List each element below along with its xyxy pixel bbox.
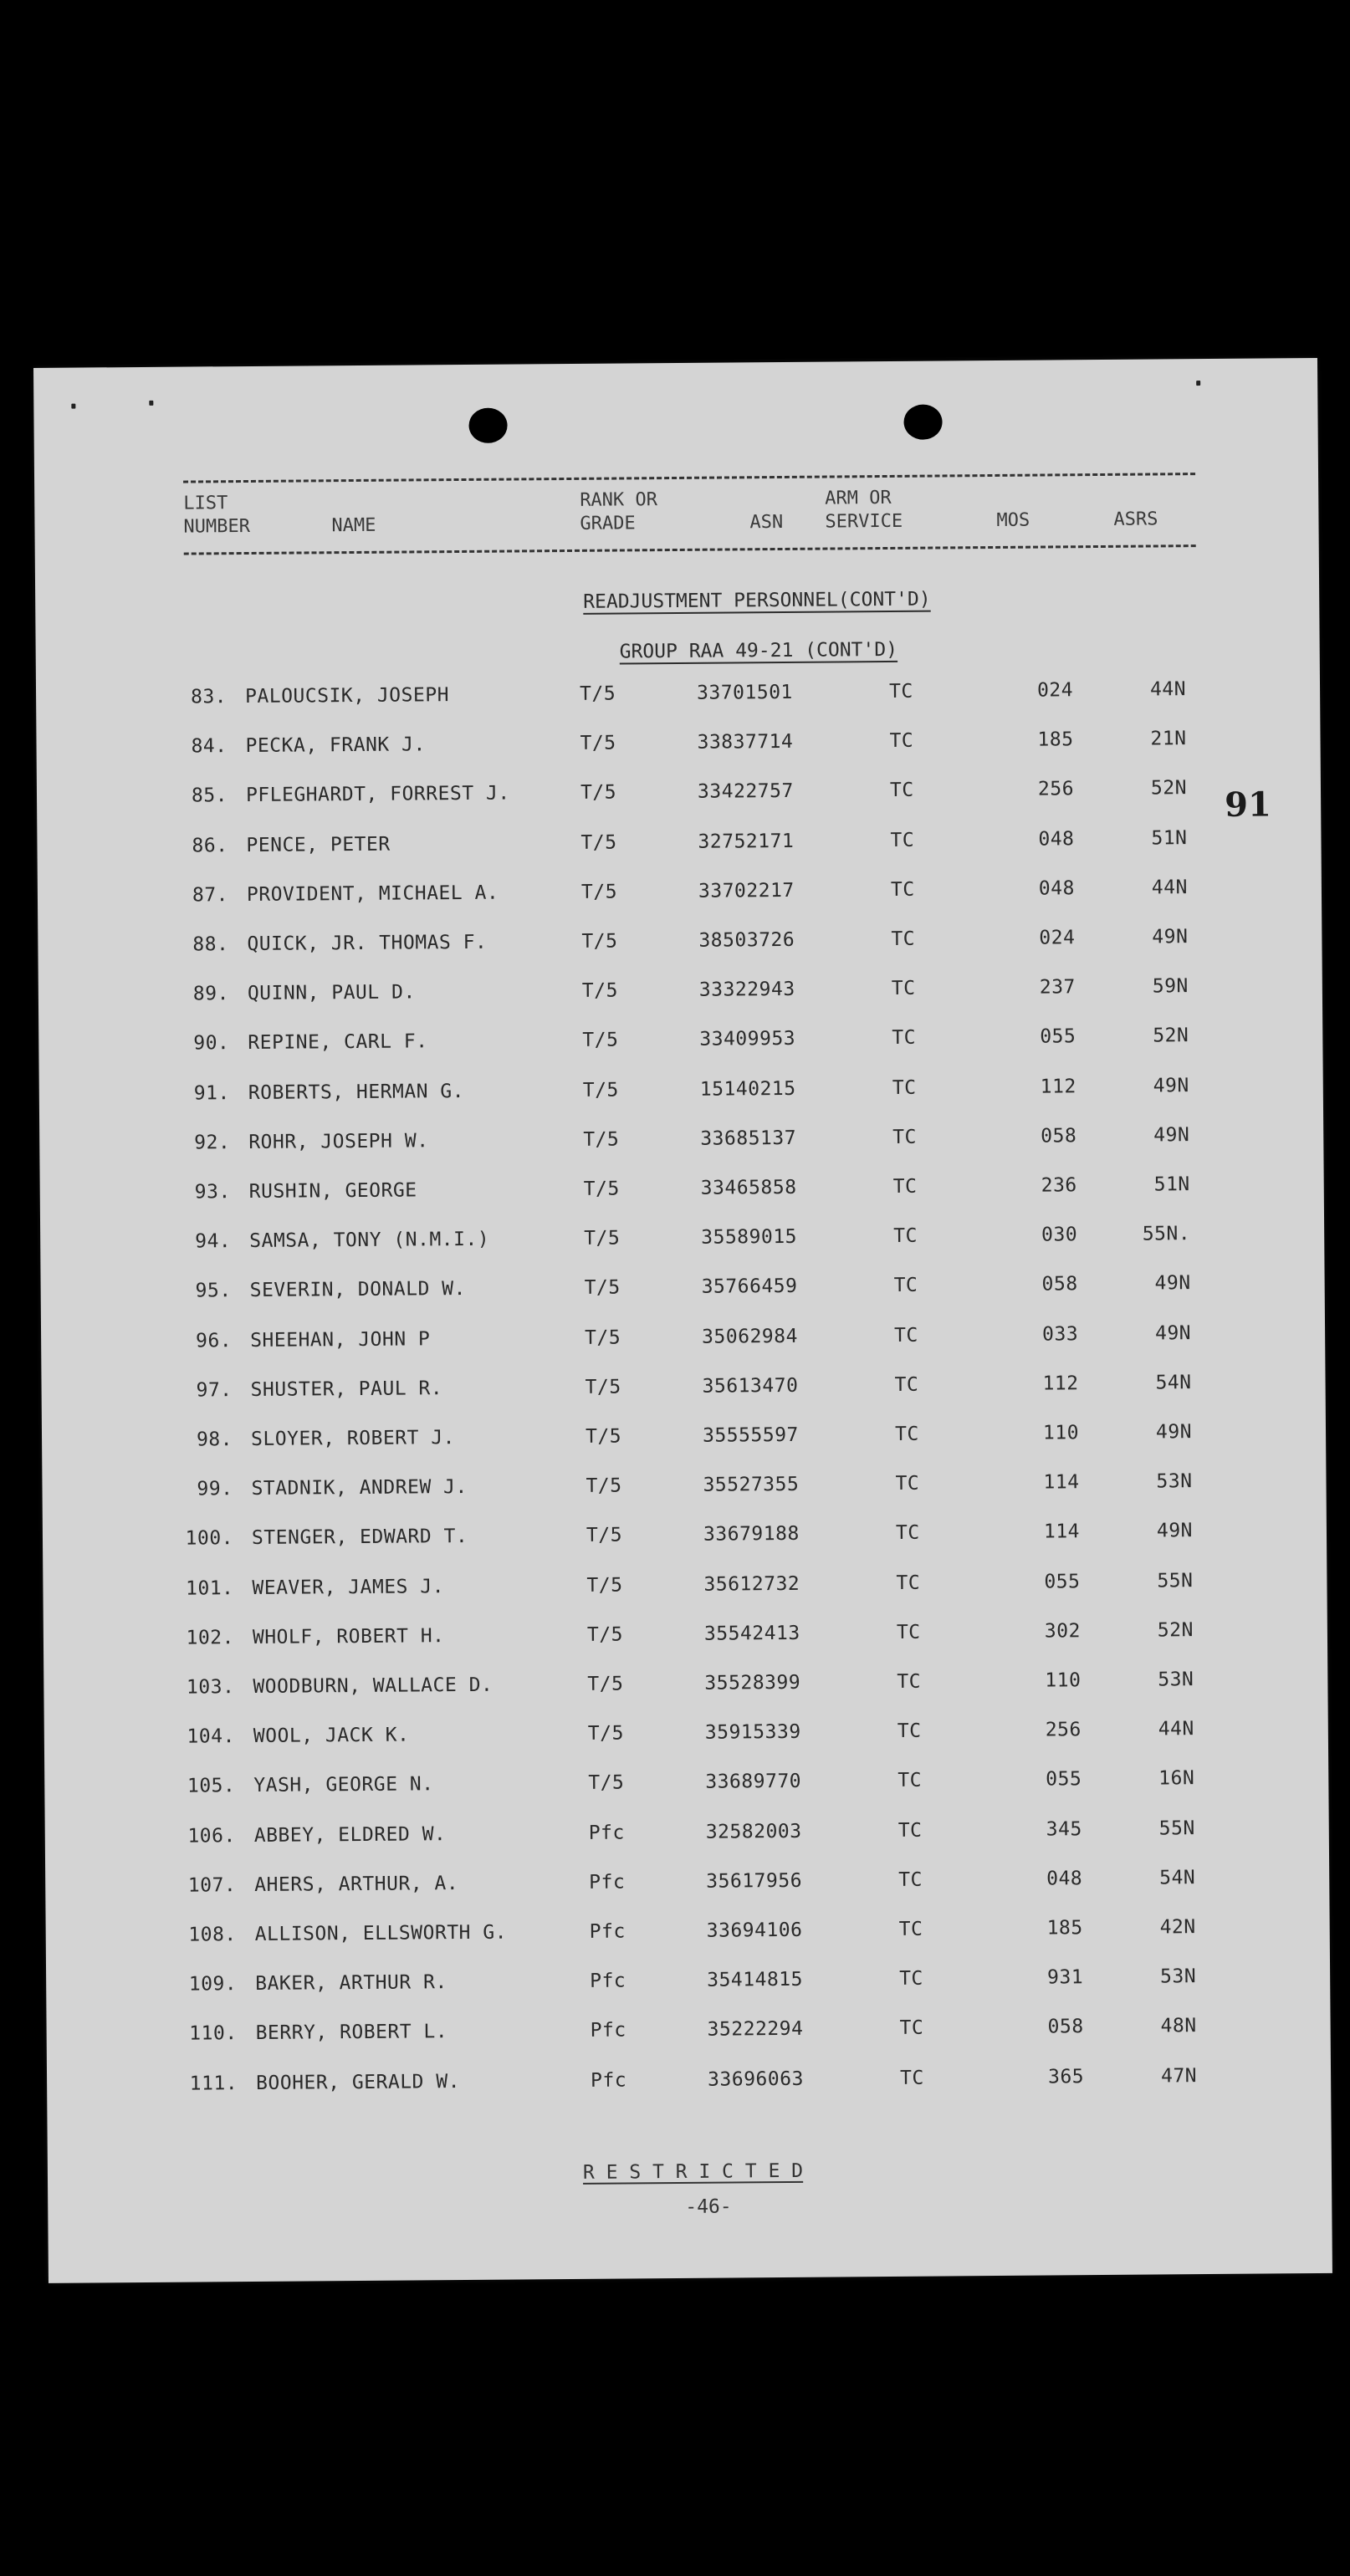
arm-service: TC xyxy=(892,1126,918,1148)
mos-code: 030 xyxy=(1041,1224,1078,1246)
speck-mark xyxy=(1196,381,1200,386)
person-name: QUICK, JR. THOMAS F. xyxy=(247,931,488,956)
arm-service: TC xyxy=(892,1076,917,1099)
asn-number: 38503726 xyxy=(698,928,795,952)
rank-grade: T/5 xyxy=(580,881,618,903)
table-row xyxy=(36,677,1320,713)
asrs-score: 49N xyxy=(1155,1421,1193,1444)
mos-code: 112 xyxy=(1042,1372,1079,1395)
asn-number: 35589015 xyxy=(701,1226,798,1249)
asrs-score: 54N xyxy=(1155,1371,1192,1394)
arm-service: TC xyxy=(889,729,914,753)
speck-mark xyxy=(149,401,153,406)
mos-code: 058 xyxy=(1047,2016,1084,2038)
list-number: 93. xyxy=(194,1181,231,1204)
asn-number: 35222294 xyxy=(707,2018,804,2042)
asn-number: 33422757 xyxy=(697,780,794,804)
arm-service: TC xyxy=(891,928,916,950)
table-row xyxy=(37,776,1321,811)
asn-number: 35542413 xyxy=(703,1622,800,1645)
rank-grade: T/5 xyxy=(582,1079,619,1101)
asrs-score: 54N xyxy=(1159,1866,1196,1889)
asrs-score: 44N xyxy=(1149,678,1187,701)
asn-number: 35555597 xyxy=(702,1423,799,1447)
asrs-score: 49N xyxy=(1152,926,1189,948)
mos-code: 112 xyxy=(1040,1075,1076,1098)
table-row xyxy=(43,1668,1327,1703)
asrs-score: 49N xyxy=(1154,1272,1191,1295)
asrs-score: 49N xyxy=(1153,1123,1190,1147)
person-name: QUINN, PAUL D. xyxy=(247,981,416,1005)
rank-grade: T/5 xyxy=(580,732,616,755)
list-number: 83. xyxy=(190,686,228,708)
mos-code: 185 xyxy=(1046,1917,1083,1940)
rank-grade: T/5 xyxy=(584,1276,621,1300)
rank-grade: T/5 xyxy=(583,1128,620,1151)
table-row xyxy=(44,1766,1328,1802)
list-number: 92. xyxy=(194,1131,231,1154)
arm-service: TC xyxy=(896,1621,921,1643)
asrs-score: 49N xyxy=(1153,1074,1189,1097)
person-name: ROBERTS, HERMAN G. xyxy=(248,1080,465,1104)
asrs-score: 52N xyxy=(1150,777,1188,800)
arm-service: TC xyxy=(891,977,916,1000)
rank-grade: T/5 xyxy=(586,1524,623,1547)
mos-code: 048 xyxy=(1046,1868,1083,1890)
table-row xyxy=(40,1173,1324,1208)
asn-number: 33679188 xyxy=(703,1523,800,1546)
person-name: BERRY, ROBERT L. xyxy=(255,2021,448,2045)
rank-grade: Pfc xyxy=(590,2019,626,2042)
asrs-score: 53N xyxy=(1156,1470,1193,1493)
rank-grade: T/5 xyxy=(587,1722,624,1745)
speck-mark xyxy=(71,404,75,409)
mos-code: 185 xyxy=(1037,728,1074,751)
asrs-score: 55N xyxy=(1158,1817,1195,1840)
arm-service: TC xyxy=(898,1868,923,1891)
list-number: 87. xyxy=(192,883,229,907)
asn-number: 35612732 xyxy=(703,1572,800,1596)
mos-code: 110 xyxy=(1045,1669,1082,1692)
arm-service: TC xyxy=(897,1819,923,1842)
asrs-score: 53N xyxy=(1158,1669,1194,1691)
table-row xyxy=(38,974,1322,1009)
arm-service: TC xyxy=(899,2067,924,2089)
rank-grade: T/5 xyxy=(585,1425,622,1448)
header-mos: MOS xyxy=(996,509,1030,531)
arm-service: TC xyxy=(889,779,914,802)
rank-grade: Pfc xyxy=(589,1920,626,1943)
asn-number: 33837714 xyxy=(697,731,794,754)
table-row xyxy=(42,1371,1326,1406)
person-name: AHERS, ARTHUR, A. xyxy=(254,1872,459,1896)
asrs-score: 21N xyxy=(1150,728,1187,750)
asn-number: 33409953 xyxy=(699,1028,796,1051)
asrs-score: 52N xyxy=(1153,1025,1189,1047)
rank-grade: T/5 xyxy=(586,1574,623,1597)
arm-service: TC xyxy=(894,1373,919,1396)
rank-grade: Pfc xyxy=(590,1970,626,1993)
arm-service: TC xyxy=(899,1967,923,1991)
arm-service: TC xyxy=(893,1224,918,1248)
person-name: BOOHER, GERALD W. xyxy=(256,2070,461,2094)
mos-code: 058 xyxy=(1041,1273,1078,1296)
mos-code: 114 xyxy=(1043,1471,1080,1494)
arm-service: TC xyxy=(899,2017,924,2040)
person-name: WOODBURN, WALLACE D. xyxy=(253,1674,493,1698)
table-row xyxy=(37,826,1321,861)
mos-code: 033 xyxy=(1041,1322,1079,1346)
asn-number: 33685137 xyxy=(700,1127,797,1150)
asrs-score: 44N xyxy=(1151,876,1189,899)
person-name: BAKER, ARTHUR R. xyxy=(255,1971,447,1996)
rank-grade: T/5 xyxy=(581,930,618,953)
arm-service: TC xyxy=(890,878,915,901)
list-number: 84. xyxy=(191,735,228,758)
person-name: YASH, GEORGE N. xyxy=(253,1773,434,1797)
person-name: PENCE, PETER xyxy=(246,833,391,856)
arm-service: TC xyxy=(893,1275,918,1297)
person-name: WHOLF, ROBERT H. xyxy=(252,1624,445,1648)
header-top-rule xyxy=(183,473,1195,483)
asrs-score: 16N xyxy=(1158,1767,1195,1790)
asn-number: 35915339 xyxy=(704,1721,801,1744)
header-bottom-rule xyxy=(184,544,1196,555)
asn-number: 15140215 xyxy=(699,1077,796,1101)
table-row xyxy=(38,925,1322,960)
asn-number: 35414815 xyxy=(707,1969,804,1991)
rank-grade: T/5 xyxy=(588,1771,625,1795)
list-number: 103. xyxy=(186,1676,235,1699)
mos-code: 110 xyxy=(1042,1422,1080,1444)
table-row xyxy=(36,727,1320,762)
rank-grade: T/5 xyxy=(579,682,616,705)
asrs-score: 48N xyxy=(1160,2015,1197,2037)
list-number: 111. xyxy=(189,2072,238,2095)
asn-number: 33696063 xyxy=(707,2067,804,2091)
asrs-score: 59N xyxy=(1152,975,1189,998)
table-row xyxy=(46,1915,1330,1950)
header-name: NAME xyxy=(331,514,376,537)
asrs-score: 55N xyxy=(1157,1569,1194,1592)
asn-number: 35617956 xyxy=(706,1869,803,1893)
list-number: 95. xyxy=(195,1280,232,1302)
table-row xyxy=(41,1271,1325,1306)
asrs-score: 42N xyxy=(1159,1916,1196,1939)
person-name: SLOYER, ROBERT J. xyxy=(250,1427,456,1450)
asn-number: 33322943 xyxy=(698,979,795,1001)
person-name: SHEEHAN, JOHN P xyxy=(250,1327,431,1352)
mos-code: 256 xyxy=(1045,1719,1082,1741)
punch-hole-left xyxy=(468,408,507,443)
arm-service: TC xyxy=(895,1472,920,1495)
mos-code: 931 xyxy=(1047,1966,1084,1989)
rank-grade: T/5 xyxy=(586,1623,624,1646)
asn-number: 32582003 xyxy=(705,1820,802,1843)
list-number: 107. xyxy=(187,1873,237,1897)
person-name: PALOUCSIK, JOSEPH xyxy=(244,684,450,708)
header-asn: ASN xyxy=(749,511,784,534)
mos-code: 365 xyxy=(1047,2065,1085,2088)
arm-service: TC xyxy=(895,1522,920,1545)
margin-note: 91 xyxy=(1224,785,1272,825)
table-row xyxy=(43,1618,1327,1653)
table-row xyxy=(47,2063,1331,2098)
list-number: 101. xyxy=(185,1577,234,1600)
list-number: 98. xyxy=(196,1429,233,1451)
list-number: 85. xyxy=(191,785,228,807)
arm-service: TC xyxy=(888,680,913,703)
arm-service: TC xyxy=(897,1770,923,1792)
mos-code: 024 xyxy=(1039,927,1076,949)
mos-code: 048 xyxy=(1038,877,1076,900)
list-number: 99. xyxy=(197,1478,233,1500)
arm-service: TC xyxy=(894,1324,918,1347)
asn-number: 33701501 xyxy=(696,681,793,704)
asrs-score: 44N xyxy=(1158,1718,1194,1740)
list-number: 91. xyxy=(193,1081,230,1105)
person-name: PFLEGHARDT, FORREST J. xyxy=(245,782,510,807)
mos-code: 302 xyxy=(1044,1620,1082,1643)
asrs-score: 51N xyxy=(1151,826,1188,850)
list-number: 97. xyxy=(196,1378,233,1402)
asn-number: 32752171 xyxy=(698,830,795,853)
rank-grade: Pfc xyxy=(590,2069,627,2092)
asrs-score: 53N xyxy=(1160,1965,1197,1988)
asn-number: 35527355 xyxy=(703,1474,800,1496)
list-number: 108. xyxy=(188,1924,237,1946)
header-list-number: LIST NUMBER xyxy=(183,493,251,538)
table-row xyxy=(45,1866,1329,1901)
mos-code: 114 xyxy=(1043,1521,1081,1543)
asrs-score: 51N xyxy=(1153,1173,1190,1196)
asrs-score: 49N xyxy=(1154,1321,1192,1345)
mos-code: 055 xyxy=(1044,1570,1081,1593)
table-row xyxy=(42,1469,1326,1505)
person-name: RUSHIN, GEORGE xyxy=(248,1179,417,1204)
asrs-score: 47N xyxy=(1160,2064,1198,2088)
arm-service: TC xyxy=(894,1423,919,1445)
mos-code: 024 xyxy=(1036,679,1074,702)
rank-grade: T/5 xyxy=(581,979,619,1003)
person-name: ABBEY, ELDRED W. xyxy=(253,1822,447,1847)
rank-grade: Pfc xyxy=(588,1822,625,1844)
mos-code: 236 xyxy=(1041,1174,1077,1197)
list-number: 89. xyxy=(192,983,229,1005)
arm-service: TC xyxy=(892,1175,918,1198)
asn-number: 33702217 xyxy=(698,879,795,902)
person-name: SAMSA, TONY (N.M.I.) xyxy=(249,1228,490,1253)
asrs-score: 49N xyxy=(1156,1520,1194,1542)
person-name: PECKA, FRANK J. xyxy=(245,733,426,758)
table-row xyxy=(42,1420,1326,1455)
header-asrs: ASRS xyxy=(1113,509,1158,530)
person-name: REPINE, CARL F. xyxy=(248,1030,428,1055)
restricted-footer: R E S T R I C T E D xyxy=(582,2159,804,2184)
header-rank: RANK OR GRADE xyxy=(580,489,658,534)
table-row xyxy=(45,1816,1329,1851)
arm-service: TC xyxy=(897,1670,922,1693)
person-name: SEVERIN, DONALD W. xyxy=(249,1278,467,1302)
list-number: 109. xyxy=(188,1973,238,1996)
arm-service: TC xyxy=(897,1720,922,1743)
rank-grade: T/5 xyxy=(587,1673,624,1695)
arm-service: TC xyxy=(890,829,915,851)
list-number: 94. xyxy=(195,1230,232,1253)
list-number: 104. xyxy=(187,1725,235,1748)
rank-grade: T/5 xyxy=(583,1178,620,1200)
mos-code: 055 xyxy=(1040,1025,1076,1048)
asrs-score: 55N. xyxy=(1142,1223,1191,1245)
mos-code: 345 xyxy=(1046,1817,1082,1841)
page-number: -46- xyxy=(685,2195,732,2218)
asn-number: 35528399 xyxy=(704,1671,801,1694)
table-row xyxy=(38,876,1322,911)
table-row xyxy=(39,1074,1323,1109)
arm-service: TC xyxy=(898,1918,923,1940)
rank-grade: T/5 xyxy=(582,1029,619,1052)
list-number: 86. xyxy=(192,834,228,857)
section-title: READJUSTMENT PERSONNEL(CONT'D) xyxy=(583,588,931,613)
list-number: 105. xyxy=(187,1775,236,1797)
list-number: 106. xyxy=(187,1824,236,1848)
rank-grade: T/5 xyxy=(580,831,617,854)
list-number: 110. xyxy=(189,2022,238,2045)
table-row xyxy=(41,1321,1325,1357)
person-name: STADNIK, ANDREW J. xyxy=(251,1476,468,1500)
asn-number: 33689770 xyxy=(705,1771,802,1794)
list-number: 100. xyxy=(185,1527,234,1551)
rank-grade: Pfc xyxy=(589,1871,626,1894)
mos-code: 055 xyxy=(1046,1768,1082,1791)
person-name: STENGER, EDWARD T. xyxy=(251,1526,468,1550)
mos-code: 237 xyxy=(1039,976,1076,999)
rank-grade: T/5 xyxy=(586,1475,622,1498)
header-arm: ARM OR SERVICE xyxy=(825,487,903,533)
table-row xyxy=(38,1024,1322,1059)
punch-hole-right xyxy=(903,404,942,439)
arm-service: TC xyxy=(896,1572,921,1594)
rank-grade: T/5 xyxy=(584,1227,621,1250)
table-row xyxy=(46,1965,1330,2000)
asrs-score: 52N xyxy=(1157,1618,1194,1642)
list-number: 88. xyxy=(192,933,229,956)
asn-number: 35062984 xyxy=(702,1325,799,1348)
table-row xyxy=(47,2014,1331,2049)
table-row xyxy=(44,1717,1328,1752)
asn-number: 33694106 xyxy=(706,1919,803,1942)
rank-grade: T/5 xyxy=(585,1376,621,1398)
asn-number: 35766459 xyxy=(701,1275,798,1299)
mos-code: 058 xyxy=(1041,1125,1077,1147)
asn-number: 35613470 xyxy=(702,1374,799,1398)
person-name: WOOL, JACK K. xyxy=(253,1724,410,1748)
person-name: PROVIDENT, MICHAEL A. xyxy=(246,882,499,906)
list-number: 102. xyxy=(186,1626,235,1649)
table-row xyxy=(39,1123,1323,1158)
person-name: ALLISON, ELLSWORTH G. xyxy=(254,1921,508,1945)
arm-service: TC xyxy=(892,1027,917,1050)
table-row xyxy=(43,1568,1327,1603)
rank-grade: T/5 xyxy=(585,1326,621,1349)
person-name: WEAVER, JAMES J. xyxy=(252,1575,445,1599)
mos-code: 256 xyxy=(1037,778,1075,800)
list-number: 90. xyxy=(193,1032,230,1055)
rank-grade: T/5 xyxy=(580,781,617,805)
table-row xyxy=(43,1519,1327,1554)
document-page xyxy=(33,358,1332,2283)
person-name: ROHR, JOSEPH W. xyxy=(248,1130,429,1153)
asn-number: 33465858 xyxy=(700,1176,797,1199)
list-number: 96. xyxy=(195,1329,233,1352)
mos-code: 048 xyxy=(1038,827,1075,851)
group-title: GROUP RAA 49-21 (CONT'D) xyxy=(619,638,898,663)
table-row xyxy=(40,1222,1324,1257)
person-name: SHUSTER, PAUL R. xyxy=(250,1377,443,1401)
